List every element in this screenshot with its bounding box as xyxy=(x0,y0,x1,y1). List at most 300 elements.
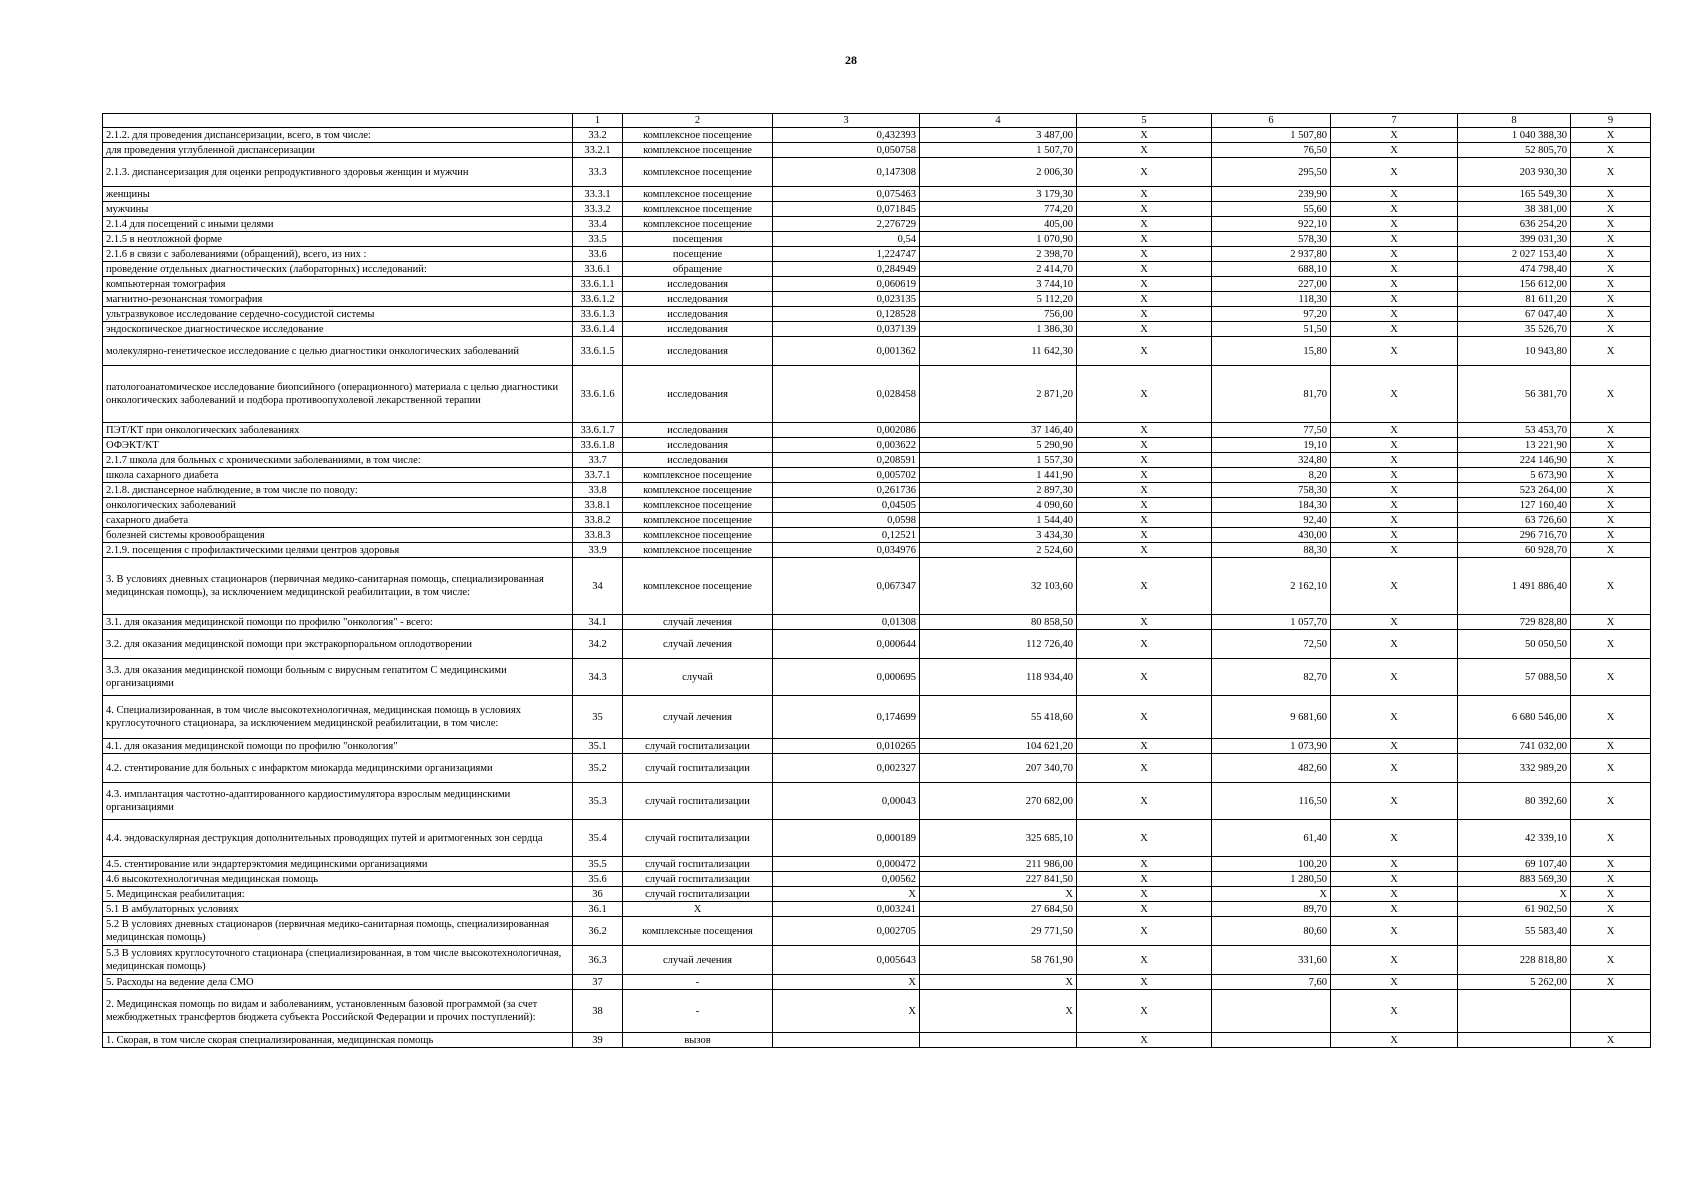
row-name: болезней системы кровообращения xyxy=(103,528,573,543)
row-code: 33.6 xyxy=(573,247,623,262)
table-row xyxy=(103,128,1651,143)
row-col5: Х xyxy=(1077,887,1212,902)
row-col7: Х xyxy=(1331,262,1458,277)
row-col8: 2 027 153,40 xyxy=(1458,247,1571,262)
row-col3: 0,000189 xyxy=(773,820,920,857)
row-col3: 0,284949 xyxy=(773,262,920,277)
row-col5: Х xyxy=(1077,217,1212,232)
row-code: 33.2 xyxy=(573,128,623,143)
row-unit: комплексное посещение xyxy=(623,543,773,558)
row-unit: посещения xyxy=(623,232,773,247)
row-col9: Х xyxy=(1571,277,1651,292)
row-col9: Х xyxy=(1571,558,1651,615)
row-col7: Х xyxy=(1331,558,1458,615)
table-row xyxy=(103,990,1651,1033)
row-col9: Х xyxy=(1571,158,1651,187)
table-row xyxy=(103,1033,1651,1048)
row-name: 3.1. для оказания медицинской помощи по профилю "онкология" - всего: xyxy=(103,615,573,630)
table-row xyxy=(103,438,1651,453)
table-row xyxy=(103,187,1651,202)
table-row xyxy=(103,423,1651,438)
row-code: 34.3 xyxy=(573,659,623,696)
row-code: 33.4 xyxy=(573,217,623,232)
table-row xyxy=(103,247,1651,262)
row-col3: 0,034976 xyxy=(773,543,920,558)
row-col8: 61 902,50 xyxy=(1458,902,1571,917)
row-code: 35 xyxy=(573,696,623,739)
row-code: 33.6.1.8 xyxy=(573,438,623,453)
row-col3: 0,128528 xyxy=(773,307,920,322)
row-col8: 69 107,40 xyxy=(1458,857,1571,872)
row-col4: 3 179,30 xyxy=(920,187,1077,202)
row-code: 33.6.1.2 xyxy=(573,292,623,307)
row-col3: 0,010265 xyxy=(773,739,920,754)
row-unit: комплексное посещение xyxy=(623,158,773,187)
row-unit: исследования xyxy=(623,337,773,366)
row-col7: Х xyxy=(1331,783,1458,820)
row-col5: Х xyxy=(1077,946,1212,975)
table-row xyxy=(103,217,1651,232)
row-unit: случай госпитализации xyxy=(623,754,773,783)
row-col3: 0,000644 xyxy=(773,630,920,659)
row-unit: исследования xyxy=(623,366,773,423)
table-row xyxy=(103,754,1651,783)
row-unit: исследования xyxy=(623,438,773,453)
row-col6: 118,30 xyxy=(1212,292,1331,307)
row-col6: 55,60 xyxy=(1212,202,1331,217)
row-col9: Х xyxy=(1571,739,1651,754)
row-name: эндоскопическое диагностическое исследование xyxy=(103,322,573,337)
row-col4: Х xyxy=(920,975,1077,990)
row-col6: 81,70 xyxy=(1212,366,1331,423)
row-name: 2.1.3. диспансеризация для оценки репродуктивного здоровья женщин и мужчин xyxy=(103,158,573,187)
row-col3: 0,001362 xyxy=(773,337,920,366)
row-col6: 88,30 xyxy=(1212,543,1331,558)
row-col9: Х xyxy=(1571,322,1651,337)
row-col4: Х xyxy=(920,887,1077,902)
row-col9: Х xyxy=(1571,946,1651,975)
row-col7: Х xyxy=(1331,187,1458,202)
row-col9: Х xyxy=(1571,543,1651,558)
row-col9: Х xyxy=(1571,659,1651,696)
row-code: 33.3.2 xyxy=(573,202,623,217)
row-col6 xyxy=(1212,990,1331,1033)
row-col7: Х xyxy=(1331,990,1458,1033)
row-col7: Х xyxy=(1331,202,1458,217)
row-col3: 0,00562 xyxy=(773,872,920,887)
row-col7: Х xyxy=(1331,754,1458,783)
row-unit: комплексное посещение xyxy=(623,217,773,232)
row-col7: Х xyxy=(1331,1033,1458,1048)
row-col4: 5 112,20 xyxy=(920,292,1077,307)
row-col5: Х xyxy=(1077,143,1212,158)
row-col8: 883 569,30 xyxy=(1458,872,1571,887)
row-col4: 4 090,60 xyxy=(920,498,1077,513)
row-unit: - xyxy=(623,990,773,1033)
table-row xyxy=(103,498,1651,513)
row-col7: Х xyxy=(1331,872,1458,887)
row-col4: 118 934,40 xyxy=(920,659,1077,696)
row-col9: Х xyxy=(1571,187,1651,202)
table-row xyxy=(103,630,1651,659)
row-col9: Х xyxy=(1571,783,1651,820)
row-unit: случай госпитализации xyxy=(623,857,773,872)
column-header: 5 xyxy=(1077,114,1212,128)
row-name: школа сахарного диабета xyxy=(103,468,573,483)
row-col6: 51,50 xyxy=(1212,322,1331,337)
row-col3: 0,002327 xyxy=(773,754,920,783)
row-col3: 0,037139 xyxy=(773,322,920,337)
row-col7: Х xyxy=(1331,143,1458,158)
row-col4: 3 744,10 xyxy=(920,277,1077,292)
row-col9: Х xyxy=(1571,615,1651,630)
row-col6: 116,50 xyxy=(1212,783,1331,820)
row-col5: Х xyxy=(1077,247,1212,262)
row-col9: Х xyxy=(1571,438,1651,453)
row-col6: 7,60 xyxy=(1212,975,1331,990)
row-col8: 5 262,00 xyxy=(1458,975,1571,990)
row-col6: 97,20 xyxy=(1212,307,1331,322)
row-col6: 184,30 xyxy=(1212,498,1331,513)
row-name: 2.1.8. диспансерное наблюдение, в том числе по поводу: xyxy=(103,483,573,498)
row-code: 33.5 xyxy=(573,232,623,247)
row-col6: 15,80 xyxy=(1212,337,1331,366)
row-col6: 76,50 xyxy=(1212,143,1331,158)
row-col6: 2 937,80 xyxy=(1212,247,1331,262)
row-col3: 0,54 xyxy=(773,232,920,247)
row-unit: комплексное посещение xyxy=(623,468,773,483)
row-col4: 3 434,30 xyxy=(920,528,1077,543)
row-code: 34.1 xyxy=(573,615,623,630)
row-col6: 688,10 xyxy=(1212,262,1331,277)
row-col8: 224 146,90 xyxy=(1458,453,1571,468)
row-col4: 325 685,10 xyxy=(920,820,1077,857)
row-code: 33.8.1 xyxy=(573,498,623,513)
row-col3: Х xyxy=(773,990,920,1033)
row-col9 xyxy=(1571,990,1651,1033)
row-name: проведение отдельных диагностических (лабораторных) исследований: xyxy=(103,262,573,277)
row-col5: Х xyxy=(1077,1033,1212,1048)
row-col5: Х xyxy=(1077,292,1212,307)
row-col8: 729 828,80 xyxy=(1458,615,1571,630)
row-code: 33.8.3 xyxy=(573,528,623,543)
row-unit: комплексное посещение xyxy=(623,558,773,615)
row-unit: случай лечения xyxy=(623,630,773,659)
row-col8: 52 805,70 xyxy=(1458,143,1571,158)
row-col5: Х xyxy=(1077,783,1212,820)
row-col7: Х xyxy=(1331,217,1458,232)
row-unit: комплексное посещение xyxy=(623,187,773,202)
row-col6 xyxy=(1212,1033,1331,1048)
row-col6: 9 681,60 xyxy=(1212,696,1331,739)
row-col5: Х xyxy=(1077,659,1212,696)
row-col4: 1 386,30 xyxy=(920,322,1077,337)
row-col5: Х xyxy=(1077,128,1212,143)
table-row xyxy=(103,887,1651,902)
row-col9: Х xyxy=(1571,528,1651,543)
row-col9: Х xyxy=(1571,820,1651,857)
row-col9: Х xyxy=(1571,917,1651,946)
row-unit: случай госпитализации xyxy=(623,872,773,887)
row-col9: Х xyxy=(1571,128,1651,143)
row-col8: 741 032,00 xyxy=(1458,739,1571,754)
row-col7: Х xyxy=(1331,630,1458,659)
row-col4: 37 146,40 xyxy=(920,423,1077,438)
row-col8: 13 221,90 xyxy=(1458,438,1571,453)
row-col8: 67 047,40 xyxy=(1458,307,1571,322)
table-row xyxy=(103,513,1651,528)
row-col7: Х xyxy=(1331,739,1458,754)
table-row xyxy=(103,277,1651,292)
row-name: 3.3. для оказания медицинской помощи больным с вирусным гепатитом С медицинскими организациями xyxy=(103,659,573,696)
row-col3: 0,002705 xyxy=(773,917,920,946)
row-col4: 2 398,70 xyxy=(920,247,1077,262)
row-col3: 0,261736 xyxy=(773,483,920,498)
row-col9: Х xyxy=(1571,292,1651,307)
row-col7: Х xyxy=(1331,366,1458,423)
row-col4: 207 340,70 xyxy=(920,754,1077,783)
row-code: 37 xyxy=(573,975,623,990)
row-col4: 32 103,60 xyxy=(920,558,1077,615)
row-col9: Х xyxy=(1571,262,1651,277)
row-unit: комплексное посещение xyxy=(623,128,773,143)
row-col4: 3 487,00 xyxy=(920,128,1077,143)
row-unit: исследования xyxy=(623,423,773,438)
row-col4: 58 761,90 xyxy=(920,946,1077,975)
row-col7: Х xyxy=(1331,158,1458,187)
row-col9: Х xyxy=(1571,202,1651,217)
row-col6: 239,90 xyxy=(1212,187,1331,202)
table-row xyxy=(103,783,1651,820)
data-table-container xyxy=(102,113,1650,1048)
row-col8: Х xyxy=(1458,887,1571,902)
row-col8: 81 611,20 xyxy=(1458,292,1571,307)
table-row xyxy=(103,696,1651,739)
row-col5: Х xyxy=(1077,277,1212,292)
row-unit: - xyxy=(623,975,773,990)
row-col8: 53 453,70 xyxy=(1458,423,1571,438)
row-col3 xyxy=(773,1033,920,1048)
row-unit: случай госпитализации xyxy=(623,783,773,820)
row-col7: Х xyxy=(1331,820,1458,857)
row-col8: 1 040 388,30 xyxy=(1458,128,1571,143)
row-col9: Х xyxy=(1571,247,1651,262)
row-col6: 430,00 xyxy=(1212,528,1331,543)
row-col5: Х xyxy=(1077,337,1212,366)
table-row xyxy=(103,202,1651,217)
row-col7: Х xyxy=(1331,528,1458,543)
row-unit: исследования xyxy=(623,277,773,292)
row-unit: исследования xyxy=(623,307,773,322)
header-row xyxy=(103,114,1651,128)
row-code: 38 xyxy=(573,990,623,1033)
data-table xyxy=(102,113,1651,1048)
row-code: 35.4 xyxy=(573,820,623,857)
row-name: ОФЭКТ/КТ xyxy=(103,438,573,453)
row-col5: Х xyxy=(1077,453,1212,468)
table-row xyxy=(103,872,1651,887)
row-code: 33.6.1.6 xyxy=(573,366,623,423)
row-col3: 0,005702 xyxy=(773,468,920,483)
row-col5: Х xyxy=(1077,438,1212,453)
row-col3: 0,005643 xyxy=(773,946,920,975)
row-col8: 42 339,10 xyxy=(1458,820,1571,857)
row-col3: 0,075463 xyxy=(773,187,920,202)
row-col5: Х xyxy=(1077,739,1212,754)
row-col4: 756,00 xyxy=(920,307,1077,322)
column-header: 2 xyxy=(623,114,773,128)
row-unit: комплексные посещения xyxy=(623,917,773,946)
row-code: 36.1 xyxy=(573,902,623,917)
row-name: 2.1.4 для посещений с иными целями xyxy=(103,217,573,232)
table-row xyxy=(103,143,1651,158)
row-col5: Х xyxy=(1077,483,1212,498)
row-col9: Х xyxy=(1571,468,1651,483)
table-row xyxy=(103,857,1651,872)
row-col3: 0,432393 xyxy=(773,128,920,143)
table-row xyxy=(103,158,1651,187)
row-unit: случай лечения xyxy=(623,615,773,630)
row-col5: Х xyxy=(1077,543,1212,558)
row-col3: 0,12521 xyxy=(773,528,920,543)
row-col7: Х xyxy=(1331,513,1458,528)
row-name: 4.2. стентирование для больных с инфарктом миокарда медицинскими организациями xyxy=(103,754,573,783)
row-col7: Х xyxy=(1331,917,1458,946)
row-code: 36.3 xyxy=(573,946,623,975)
row-col8: 523 264,00 xyxy=(1458,483,1571,498)
row-col6: 80,60 xyxy=(1212,917,1331,946)
row-name: 4.6 высокотехнологичная медицинская помощь xyxy=(103,872,573,887)
row-col7: Х xyxy=(1331,946,1458,975)
table-row xyxy=(103,543,1651,558)
table-row xyxy=(103,739,1651,754)
row-col6: 61,40 xyxy=(1212,820,1331,857)
row-col9: Х xyxy=(1571,307,1651,322)
row-code: 33.6.1.3 xyxy=(573,307,623,322)
row-col3: 0,174699 xyxy=(773,696,920,739)
table-row xyxy=(103,337,1651,366)
row-name: 5. Медицинская реабилитация: xyxy=(103,887,573,902)
table-row xyxy=(103,528,1651,543)
row-col8: 399 031,30 xyxy=(1458,232,1571,247)
row-col5: Х xyxy=(1077,513,1212,528)
row-col4: 270 682,00 xyxy=(920,783,1077,820)
row-col8: 6 680 546,00 xyxy=(1458,696,1571,739)
row-col4: 1 544,40 xyxy=(920,513,1077,528)
row-col3: 0,0598 xyxy=(773,513,920,528)
row-name: 1. Скорая, в том числе скорая специализированная, медицинская помощь xyxy=(103,1033,573,1048)
row-name: компьютерная томография xyxy=(103,277,573,292)
row-code: 36 xyxy=(573,887,623,902)
row-col8 xyxy=(1458,990,1571,1033)
column-header: 3 xyxy=(773,114,920,128)
row-col9: Х xyxy=(1571,975,1651,990)
row-unit: обращение xyxy=(623,262,773,277)
row-col4: 112 726,40 xyxy=(920,630,1077,659)
row-col9: Х xyxy=(1571,857,1651,872)
row-name: мужчины xyxy=(103,202,573,217)
row-unit: комплексное посещение xyxy=(623,143,773,158)
row-col3: 0,00043 xyxy=(773,783,920,820)
row-code: 33.8.2 xyxy=(573,513,623,528)
row-col6: 331,60 xyxy=(1212,946,1331,975)
row-col3: 0,003241 xyxy=(773,902,920,917)
row-col8: 228 818,80 xyxy=(1458,946,1571,975)
row-name: ПЭТ/КТ при онкологических заболеваниях xyxy=(103,423,573,438)
row-col5: Х xyxy=(1077,696,1212,739)
row-name: 3. В условиях дневных стационаров (первичная медико-санитарная помощь, специализированная медицинская помощь), за исключением медицинской реабилитации, в том числе: xyxy=(103,558,573,615)
row-col3: 0,002086 xyxy=(773,423,920,438)
row-code: 34.2 xyxy=(573,630,623,659)
row-col4: 2 524,60 xyxy=(920,543,1077,558)
row-col8: 10 943,80 xyxy=(1458,337,1571,366)
row-code: 33.6.1.1 xyxy=(573,277,623,292)
row-name: онкологических заболеваний xyxy=(103,498,573,513)
row-name: 4. Специализированная, в том числе высокотехнологичная, медицинская помощь в условиях круглосуточного стационара, за исключением медицинской реабилитации, в том числе: xyxy=(103,696,573,739)
row-col9: Х xyxy=(1571,143,1651,158)
row-col4: 29 771,50 xyxy=(920,917,1077,946)
row-col6: 1 507,80 xyxy=(1212,128,1331,143)
row-col4 xyxy=(920,1033,1077,1048)
row-col4: 11 642,30 xyxy=(920,337,1077,366)
row-col5: Х xyxy=(1077,630,1212,659)
row-col7: Х xyxy=(1331,337,1458,366)
row-col6: 1 057,70 xyxy=(1212,615,1331,630)
row-col3: 0,04505 xyxy=(773,498,920,513)
row-col5: Х xyxy=(1077,820,1212,857)
table-row xyxy=(103,468,1651,483)
row-col3: 0,067347 xyxy=(773,558,920,615)
row-col4: 27 684,50 xyxy=(920,902,1077,917)
row-col5: Х xyxy=(1077,366,1212,423)
row-name: 2.1.9. посещения с профилактическими целями центров здоровья xyxy=(103,543,573,558)
row-col4: 211 986,00 xyxy=(920,857,1077,872)
row-col7: Х xyxy=(1331,659,1458,696)
row-unit: случай лечения xyxy=(623,946,773,975)
row-col4: 104 621,20 xyxy=(920,739,1077,754)
row-name: 4.4. эндоваскулярная деструкция дополнительных проводящих путей и аритмогенных зон сердца xyxy=(103,820,573,857)
row-col4: 55 418,60 xyxy=(920,696,1077,739)
column-header: 6 xyxy=(1212,114,1331,128)
row-code: 33.6.1 xyxy=(573,262,623,277)
row-col9: Х xyxy=(1571,1033,1651,1048)
row-col8: 1 491 886,40 xyxy=(1458,558,1571,615)
row-col5: Х xyxy=(1077,187,1212,202)
row-col9: Х xyxy=(1571,483,1651,498)
row-col8: 203 930,30 xyxy=(1458,158,1571,187)
row-unit: случай госпитализации xyxy=(623,820,773,857)
row-col7: Х xyxy=(1331,453,1458,468)
row-code: 33.3 xyxy=(573,158,623,187)
table-row xyxy=(103,322,1651,337)
table-row xyxy=(103,262,1651,277)
row-col5: Х xyxy=(1077,754,1212,783)
table-row xyxy=(103,366,1651,423)
row-code: 35.3 xyxy=(573,783,623,820)
row-col3: Х xyxy=(773,887,920,902)
row-unit: случай госпитализации xyxy=(623,739,773,754)
row-col5: Х xyxy=(1077,917,1212,946)
row-col5: Х xyxy=(1077,872,1212,887)
row-col6: 82,70 xyxy=(1212,659,1331,696)
row-col4: 2 414,70 xyxy=(920,262,1077,277)
row-col7: Х xyxy=(1331,292,1458,307)
row-col7: Х xyxy=(1331,975,1458,990)
row-name: 5.1 В амбулаторных условиях xyxy=(103,902,573,917)
row-col5: Х xyxy=(1077,558,1212,615)
table-row xyxy=(103,292,1651,307)
row-code: 35.5 xyxy=(573,857,623,872)
